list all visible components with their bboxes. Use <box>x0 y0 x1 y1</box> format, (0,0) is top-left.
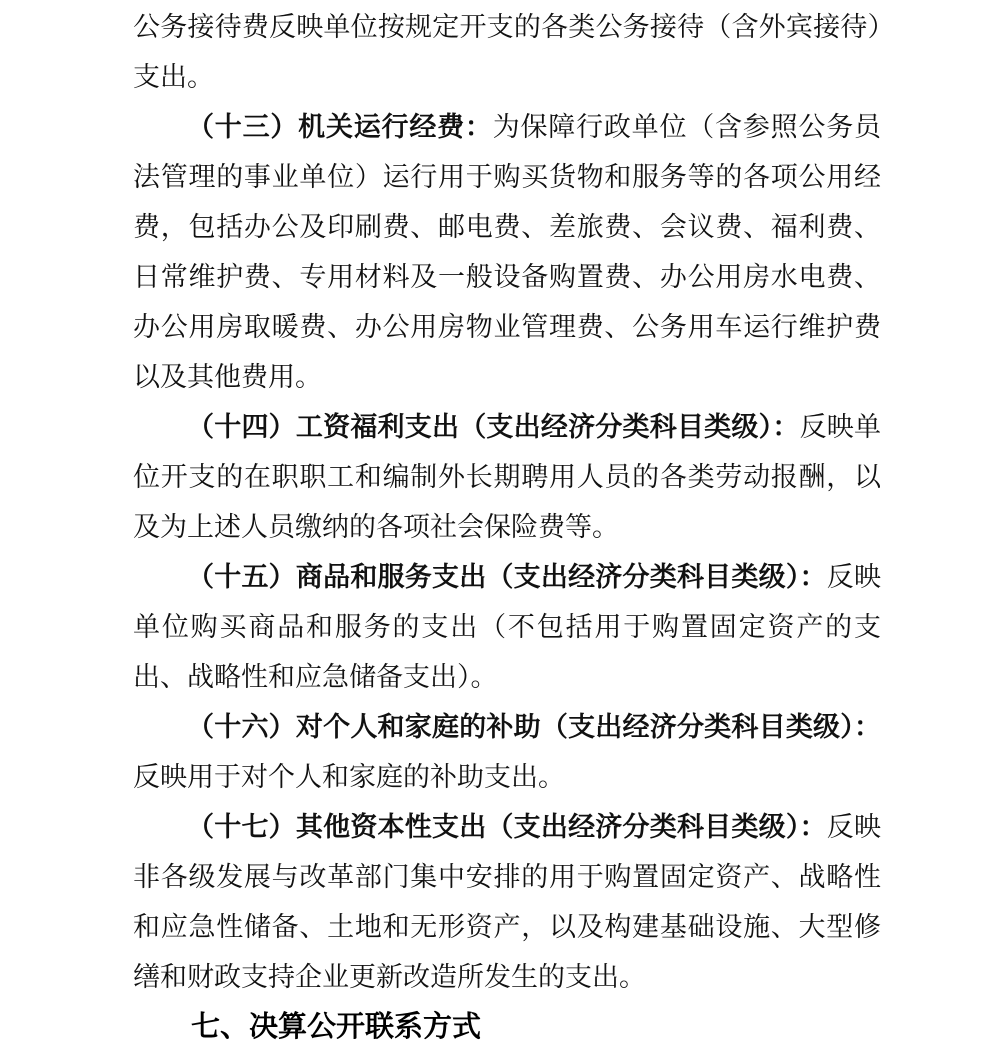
paragraph-item-15-goods-services-expenditure <box>133 552 881 702</box>
paragraph-item-16-individual-family-subsidies <box>133 702 881 802</box>
paragraph-text: 为保障行政单位（含参照公务员法管理的事业单位）运行用于购买货物和服务等的各项公用经费，包括办公及印刷费、邮电费、差旅费、会议费、福利费、日常维护费、专用材料及一般设备购置费、办公用房水电费、办公用房取暖费、办公用房物业管理费、公务用车运行维护费以及其他费用。 <box>133 112 882 392</box>
section-heading-contact-info <box>133 1002 881 1043</box>
paragraph-text: 反映用于对个人和家庭的补助支出。 <box>133 762 565 792</box>
section-heading-text: 七、决算公开联系方式 <box>191 1011 482 1043</box>
paragraph-item-17-other-capital-expenditure <box>133 802 881 1002</box>
paragraph-item-13-agency-operating-costs <box>133 102 881 402</box>
document-content <box>133 0 881 1043</box>
paragraph-item-14-wage-welfare-expenditure <box>133 402 881 552</box>
paragraph-hospitality-continuation <box>133 2 881 102</box>
paragraph-lead-label: （十四）工资福利支出（支出经济分类科目类级）： <box>187 412 800 442</box>
paragraph-lead-label: （十七）其他资本性支出（支出经济分类科目类级）： <box>187 812 827 842</box>
paragraph-lead-label: （十五）商品和服务支出（支出经济分类科目类级）： <box>187 562 827 592</box>
paragraph-text: 反映单位购买商品和服务的支出（不包括用于购置固定资产的支出、战略性和应急储备支出）。 <box>133 562 882 692</box>
paragraph-text: 反映非各级发展与改革部门集中安排的用于购置固定资产、战略性和应急性储备、土地和无形资产，以及构建基础设施、大型修缮和财政支持企业更新改造所发生的支出。 <box>133 812 882 992</box>
paragraph-lead-label: （十六）对个人和家庭的补助（支出经济分类科目类级）： <box>187 712 881 742</box>
paragraph-text: 公务接待费反映单位按规定开支的各类公务接待（含外宾接待）支出。 <box>133 12 881 92</box>
paragraph-text: 反映单位开支的在职职工和编制外长期聘用人员的各类劳动报酬，以及为上述人员缴纳的各项社会保险费等。 <box>133 412 882 542</box>
paragraph-lead-label: （十三）机关运行经费： <box>187 112 493 142</box>
